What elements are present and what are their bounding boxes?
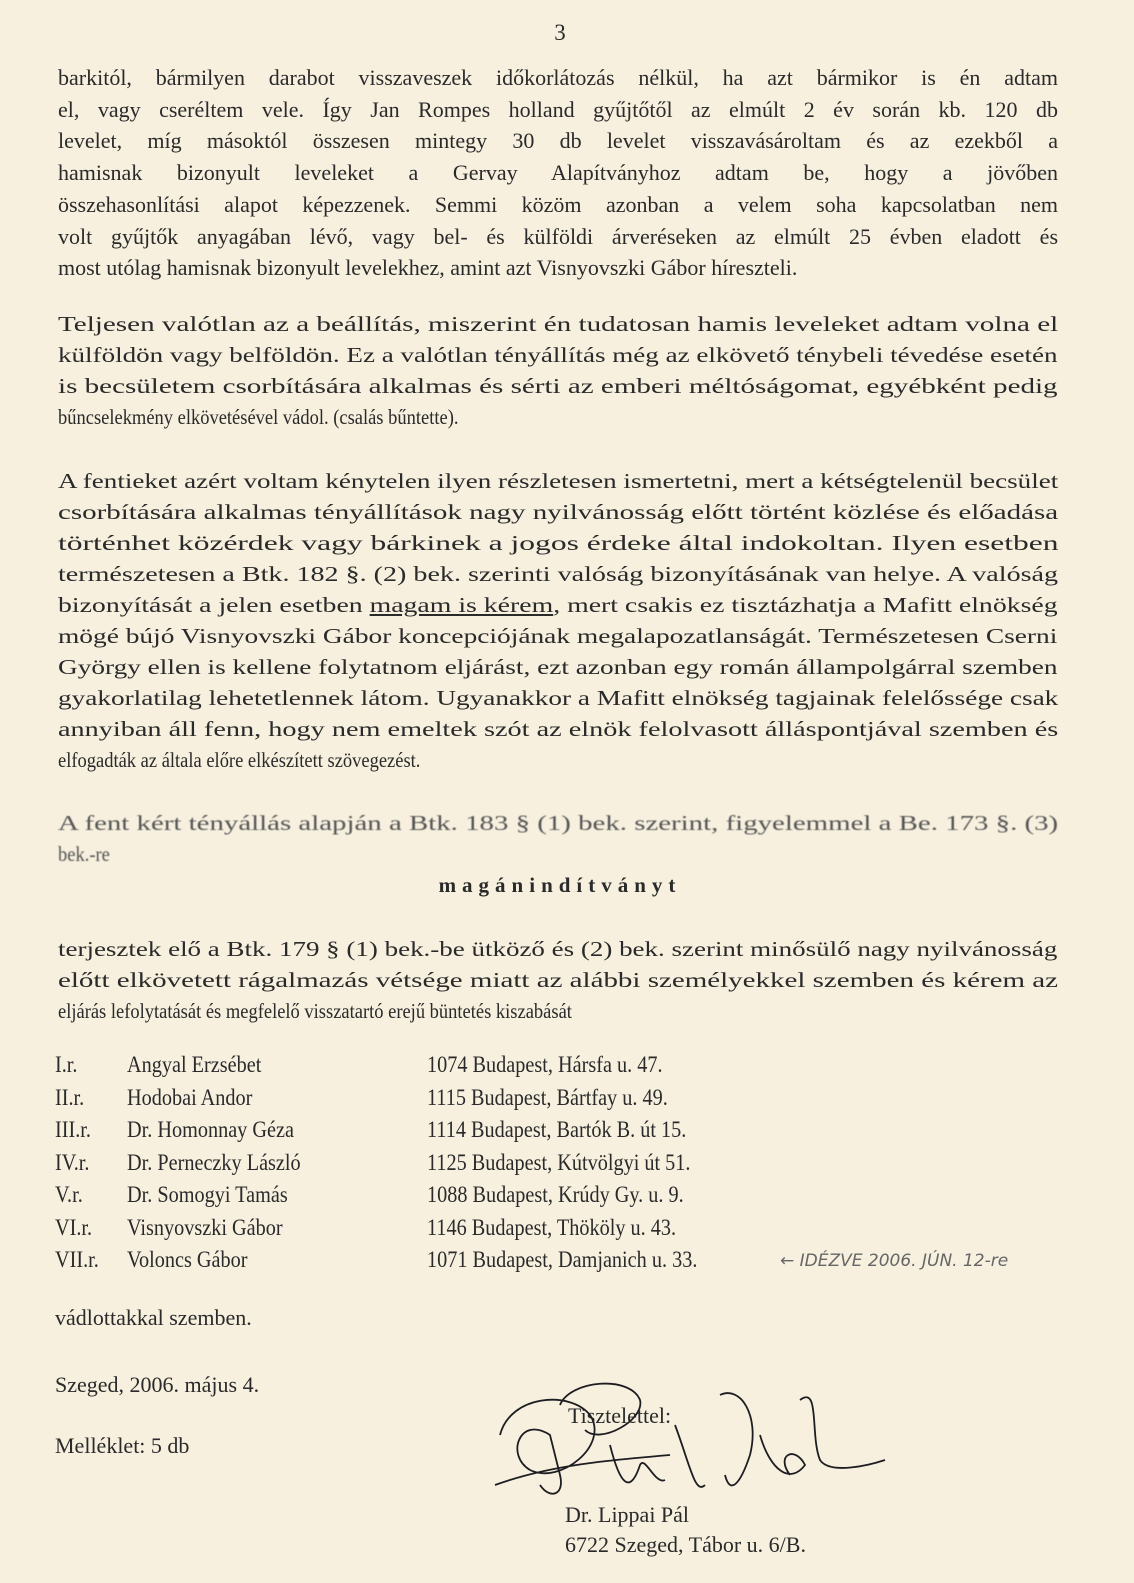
defendant-address-cell <box>427 1215 734 1248</box>
text-line-content: A fentieket azért voltam kénytelen ilyen részletesen ismertetni, mert a kétségtelenül becsület <box>58 469 1059 493</box>
text-line <box>58 745 1058 776</box>
text-line: el, vagy cseréltem vele. Így Jan Rompes holland gyűjtőtől az elmúlt 2 év során kb. 120 db <box>58 96 1058 122</box>
defendant-name-cell <box>127 1117 427 1150</box>
text-line: most utólag hamisnak bizonyult levelekhez, amint azt Visnyovszki Gábor híreszteli. <box>58 255 798 281</box>
text-line-content: bek.-re <box>58 842 110 866</box>
text-line-content: annyiban áll fenn, hogy nem emeltek szót az elnök felolvasott álláspontjával szemben és <box>58 717 1059 741</box>
text-line <box>58 996 1058 1027</box>
defendant-rank: VII.r. <box>55 1247 99 1272</box>
page-number: 3 <box>554 20 566 45</box>
text-line <box>58 839 1058 870</box>
text-line <box>58 652 1058 683</box>
defendant-address-cell <box>427 1085 734 1118</box>
text-line <box>58 528 1058 559</box>
defendant-rank: I.r. <box>55 1052 78 1077</box>
defendant-name-cell <box>127 1215 427 1248</box>
text-line <box>58 466 1058 497</box>
text-line-content: Teljesen valótlan az a beállítás, miszerint én tudatosan hamis leveleket adtam volna el <box>58 312 1059 336</box>
text-line-content: A fent kért tényállás alapján a Btk. 183 § (1) bek. szerint, figyelemmel a Be. 173 §. (3) <box>58 811 1059 835</box>
text-line-content: bűncselekmény elkövetésével vádol. (csalás bűntette). <box>58 405 459 429</box>
defendant-rank: III.r. <box>55 1117 91 1142</box>
motion-heading: magánindítványt <box>438 873 682 897</box>
text-line-content: is becsületem csorbítására alkalmas és sérti az emberi méltóságomat, egyébként pedig <box>58 374 1058 398</box>
defendant-rank: V.r. <box>55 1182 83 1207</box>
text-line <box>58 497 1058 528</box>
defendant-address: 1071 Budapest, Damjanich u. 33. <box>427 1247 698 1272</box>
defendant-row <box>55 1215 734 1248</box>
defendant-name: Dr. Perneczky László <box>127 1149 301 1175</box>
paragraph-false-allegation <box>58 309 1058 433</box>
defendant-name: Visnyovszki Gábor <box>127 1214 283 1240</box>
defendant-name-cell <box>127 1247 427 1280</box>
defendant-row <box>55 1247 734 1280</box>
defendant-name: Angyal Erzsébet <box>127 1052 262 1077</box>
defendant-rank: IV.r. <box>55 1149 90 1175</box>
defendant-rank-cell <box>55 1182 127 1215</box>
defendant-name: Hodobai Andor <box>127 1084 253 1110</box>
text-line <box>58 808 1058 839</box>
text-line <box>58 965 1058 996</box>
signer-address: 6722 Szeged, Tábor u. 6/B. <box>565 1532 806 1557</box>
defendant-address: 1146 Budapest, Thököly u. 43. <box>427 1214 677 1240</box>
defendant-rank-cell <box>55 1052 127 1085</box>
defendant-address-cell <box>427 1150 734 1183</box>
underlined-text: magam is kérem <box>369 593 554 617</box>
text-line <box>58 590 1058 621</box>
paragraph-returned-letters <box>58 62 1058 284</box>
handwritten-signature-icon <box>490 1375 890 1515</box>
defendant-address: 1088 Budapest, Krúdy Gy. u. 9. <box>427 1182 684 1207</box>
text-fragment: , mert csakis ez tisztázhatja a Mafitt elnökség <box>553 593 1058 617</box>
defendant-row <box>55 1150 734 1183</box>
text-line-content: gyakorlatilag lehetetlennek látom. Ugyanakkor a Mafitt elnökség tagjainak felelőssége csak <box>58 686 1059 710</box>
defendant-name: Voloncs Gábor <box>127 1247 248 1272</box>
text-line: volt gyűjtők anyagában lévő, vagy bel- és külföldi árveréseken az elmúlt 25 évben eladott és <box>58 223 1058 249</box>
text-line: barkitól, bármilyen darabot visszaveszek időkorlátozás nélkül, ha azt bármikor is én adtam <box>58 65 1058 90</box>
attachments-line: Melléklet: 5 db <box>55 1433 190 1458</box>
text-line: hamisnak bizonyult leveleket a Gervay Alapítványhoz adtam be, hogy a jövőben <box>58 160 1058 186</box>
text-line-content: előtt elkövetett rágalmazás vétsége miatt az alábbi személyekkel szemben és kérem az <box>58 968 1059 992</box>
handwritten-note: ← IDÉZVE 2006. JÚN. 12-re <box>780 1251 1009 1271</box>
defendant-name-cell <box>127 1085 427 1118</box>
text-line <box>58 934 1058 965</box>
defendant-rank: VI.r. <box>55 1214 93 1240</box>
text-line <box>58 371 1058 402</box>
defendant-name-cell <box>127 1182 427 1215</box>
defendant-name-cell <box>127 1052 427 1085</box>
text-line <box>58 714 1058 745</box>
signer-name: Dr. Lippai Pál <box>565 1502 690 1527</box>
defendant-rank-cell <box>55 1117 127 1150</box>
text-line <box>58 340 1058 371</box>
text-line <box>58 559 1058 590</box>
defendant-address-cell <box>427 1117 734 1150</box>
text-line-content: elfogadták az általa előre elkészített szövegezést. <box>58 748 421 772</box>
text-line-content: terjesztek elő a Btk. 179 § (1) bek.-be ütköző és (2) bek. szerint minősülő nagy nyilvánosság <box>58 937 1058 961</box>
place-date: Szeged, 2006. május 4. <box>55 1372 260 1397</box>
defendant-address: 1125 Budapest, Kútvölgyi út 51. <box>427 1149 691 1175</box>
paragraph-truth-proof <box>58 466 1058 776</box>
defendant-rank-cell <box>55 1085 127 1118</box>
text-line <box>58 402 1058 433</box>
text-line <box>58 621 1058 652</box>
defendant-rank-cell <box>55 1215 127 1248</box>
text-line-content: természetesen a Btk. 182 §. (2) bek. szerinti valóság bizonyításának van helye. A valóság <box>58 562 1059 586</box>
signature-greeting: Tisztelettel: <box>568 1403 672 1428</box>
defendant-name: Dr. Somogyi Tamás <box>127 1182 288 1207</box>
defendant-row <box>55 1117 734 1150</box>
defendant-address-cell <box>427 1052 734 1085</box>
defendant-rank: II.r. <box>55 1084 85 1110</box>
text-fragment: bizonyítását a jelen esetben <box>58 593 370 617</box>
text-line-content: eljárás lefolytatását és megfelelő visszatartó erejű büntetés kiszabását <box>58 999 572 1023</box>
defendant-row <box>55 1085 734 1118</box>
defendant-address: 1074 Budapest, Hársfa u. 47. <box>427 1052 663 1077</box>
defendant-row <box>55 1052 734 1085</box>
defendant-row <box>55 1182 734 1215</box>
defendant-address: 1115 Budapest, Bártfay u. 49. <box>427 1084 668 1110</box>
defendant-address: 1114 Budapest, Bartók B. út 15. <box>427 1117 687 1142</box>
defendant-name-cell <box>127 1150 427 1183</box>
defendant-rank-cell <box>55 1247 127 1280</box>
defendant-name: Dr. Homonnay Géza <box>127 1117 294 1142</box>
paragraph-motion <box>58 934 1058 1027</box>
text-line-content: külföldön vagy belföldön. Ez a valótlan tényállítás még az elkövető ténybeli tévedése esetén <box>58 343 1058 367</box>
defendant-address-cell <box>427 1247 734 1280</box>
text-line-content: csorbítására alkalmas tényállítások nagy nyilvánosság előtt történt közlése és előadása <box>58 500 1059 524</box>
defendant-address-cell <box>427 1182 734 1215</box>
text-line <box>58 683 1058 714</box>
text-line: levelet, míg másoktól összesen mintegy 30 db levelet visszavásároltam és az ezekből a <box>58 128 1058 154</box>
text-line-content: történhet közérdek vagy bárkinek a jogos érdeke által indokoltan. Ilyen esetben <box>58 531 1059 555</box>
text-line-content <box>58 590 1058 621</box>
text-line: összehasonlítási alapot képezzenek. Semmi közöm azonban a velem soha kapcsolatban nem <box>58 191 1058 217</box>
defendants-closing-line: vádlottakkal szemben. <box>55 1305 252 1330</box>
defendants-table <box>55 1052 734 1280</box>
paragraph-legal-basis <box>58 808 1058 870</box>
text-line <box>58 309 1058 340</box>
defendant-rank-cell <box>55 1150 127 1183</box>
text-line-content: György ellen is kellene folytatnom eljárást, ezt azonban egy román állampolgárral szemben <box>58 655 1058 679</box>
text-line-content: mögé bújó Visnyovszki Gábor koncepciójának megalapozatlanságát. Természetesen Cserni <box>58 624 1058 648</box>
